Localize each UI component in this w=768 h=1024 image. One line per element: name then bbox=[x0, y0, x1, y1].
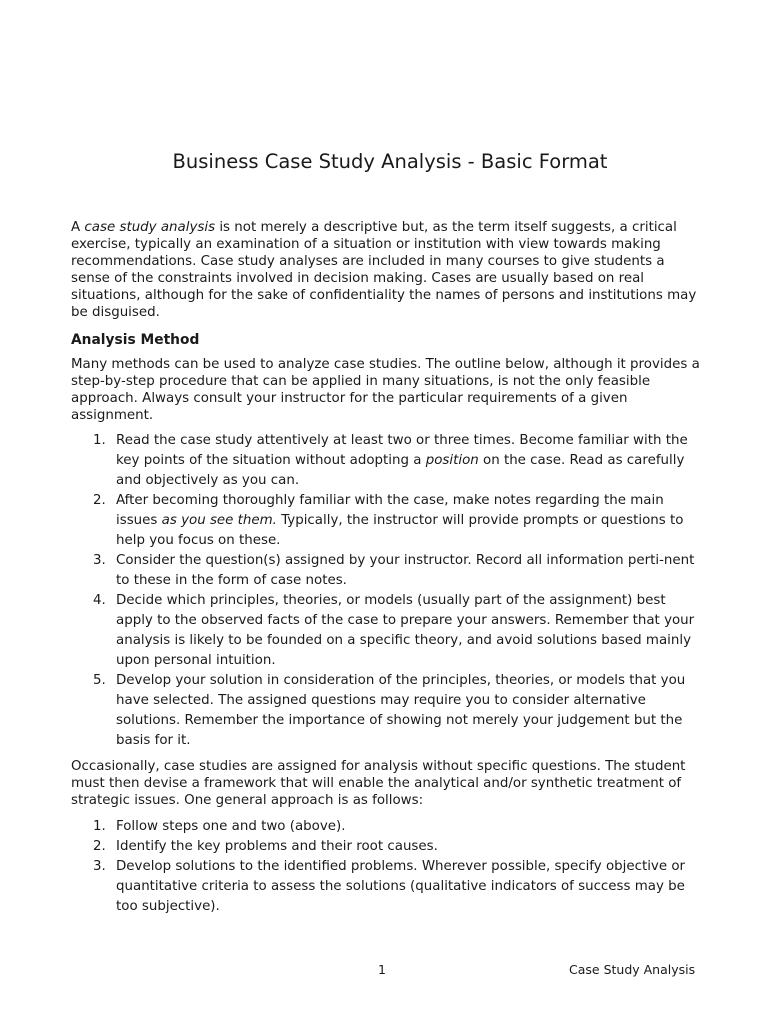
list-number: 5. bbox=[93, 673, 106, 688]
method-intro-paragraph: Many methods can be used to analyze case studies. The outline below, although it provides a step-by-step procedure that can be applied in many situations, is not the only feasible approach. Always consult your instructor for the particular requirements of a given assignment. bbox=[71, 357, 700, 423]
intro-emphasis: case study analysis bbox=[84, 220, 216, 235]
document-title: Business Case Study Analysis - Basic Format bbox=[172, 150, 608, 173]
list-item bbox=[71, 671, 701, 751]
intro-prefix: A bbox=[71, 220, 85, 235]
step-text-after: Typically, the instructor will provide prompts or questions to help you focus on these. bbox=[116, 513, 684, 548]
list-item bbox=[71, 837, 701, 857]
list-number: 1. bbox=[93, 819, 106, 834]
list-item bbox=[71, 817, 701, 837]
step-text: Decide which principles, theories, or models (usually part of the assignment) best apply to the observed facts of the case to prepare your answers. Remember that your analysis is likely to be founded on a specific theory, and avoid solutions based mainly upon personal intuition. bbox=[116, 593, 695, 668]
list-number: 1. bbox=[93, 433, 106, 448]
step-text: Consider the question(s) assigned by your instructor. Record all information perti-nent to these in the form of case notes. bbox=[116, 553, 695, 588]
footer-page-number: 1 bbox=[378, 962, 386, 977]
step-text: Read the case study attentively at least two or three times. Become familiar with the key points of the situation without adopting a bbox=[116, 433, 688, 468]
list-item bbox=[71, 491, 701, 551]
general-steps-list bbox=[71, 817, 701, 917]
list-number: 2. bbox=[93, 493, 106, 508]
step-text: Follow steps one and two (above). bbox=[116, 819, 346, 834]
step-text-after: on the case. Read as carefully and objectively as you can. bbox=[116, 453, 685, 488]
list-number: 4. bbox=[93, 593, 106, 608]
list-item bbox=[71, 591, 701, 671]
list-number: 3. bbox=[93, 553, 106, 568]
step-text: Develop your solution in consideration of the principles, theories, or models that you have selected. The assigned questions may require you to consider alternative solutions. Remember the importance of showing not merely your judgement but the basis for it. bbox=[116, 673, 686, 748]
list-item bbox=[71, 857, 701, 917]
footer-running-title: Case Study Analysis bbox=[569, 962, 696, 977]
intro-rest: is not merely a descriptive but, as the term itself suggests, a critical exercise, typically an examination of a situation or institution with view towards making recommendations. Case study analyses are included in many courses to give students a sense of the constraints involved in decision making. Cases are usually based on real situations, although for the sake of confidentiality the names of persons and institutions may be disguised. bbox=[71, 220, 697, 320]
step-emphasis: as you see them. bbox=[161, 513, 277, 528]
occasionally-paragraph: Occasionally, case studies are assigned for analysis without specific questions. The student must then devise a framework that will enable the analytical and/or synthetic treatment of strategic issues. One general approach is as follows: bbox=[71, 759, 686, 808]
intro-paragraph bbox=[71, 219, 701, 321]
list-number: 3. bbox=[93, 859, 106, 874]
analysis-steps-list bbox=[71, 431, 701, 751]
step-text: After becoming thoroughly familiar with the case, make notes regarding the main issues bbox=[116, 493, 664, 528]
step-emphasis: position bbox=[425, 453, 479, 468]
step-text: Develop solutions to the identified problems. Wherever possible, specify objective or quantitative criteria to assess the solutions (qualitative indicators of success may be too subjective). bbox=[116, 859, 686, 914]
list-item bbox=[71, 431, 701, 491]
list-item bbox=[71, 551, 701, 591]
step-text: Identify the key problems and their root causes. bbox=[116, 839, 438, 854]
analysis-method-heading: Analysis Method bbox=[71, 332, 200, 348]
list-number: 2. bbox=[93, 839, 106, 854]
